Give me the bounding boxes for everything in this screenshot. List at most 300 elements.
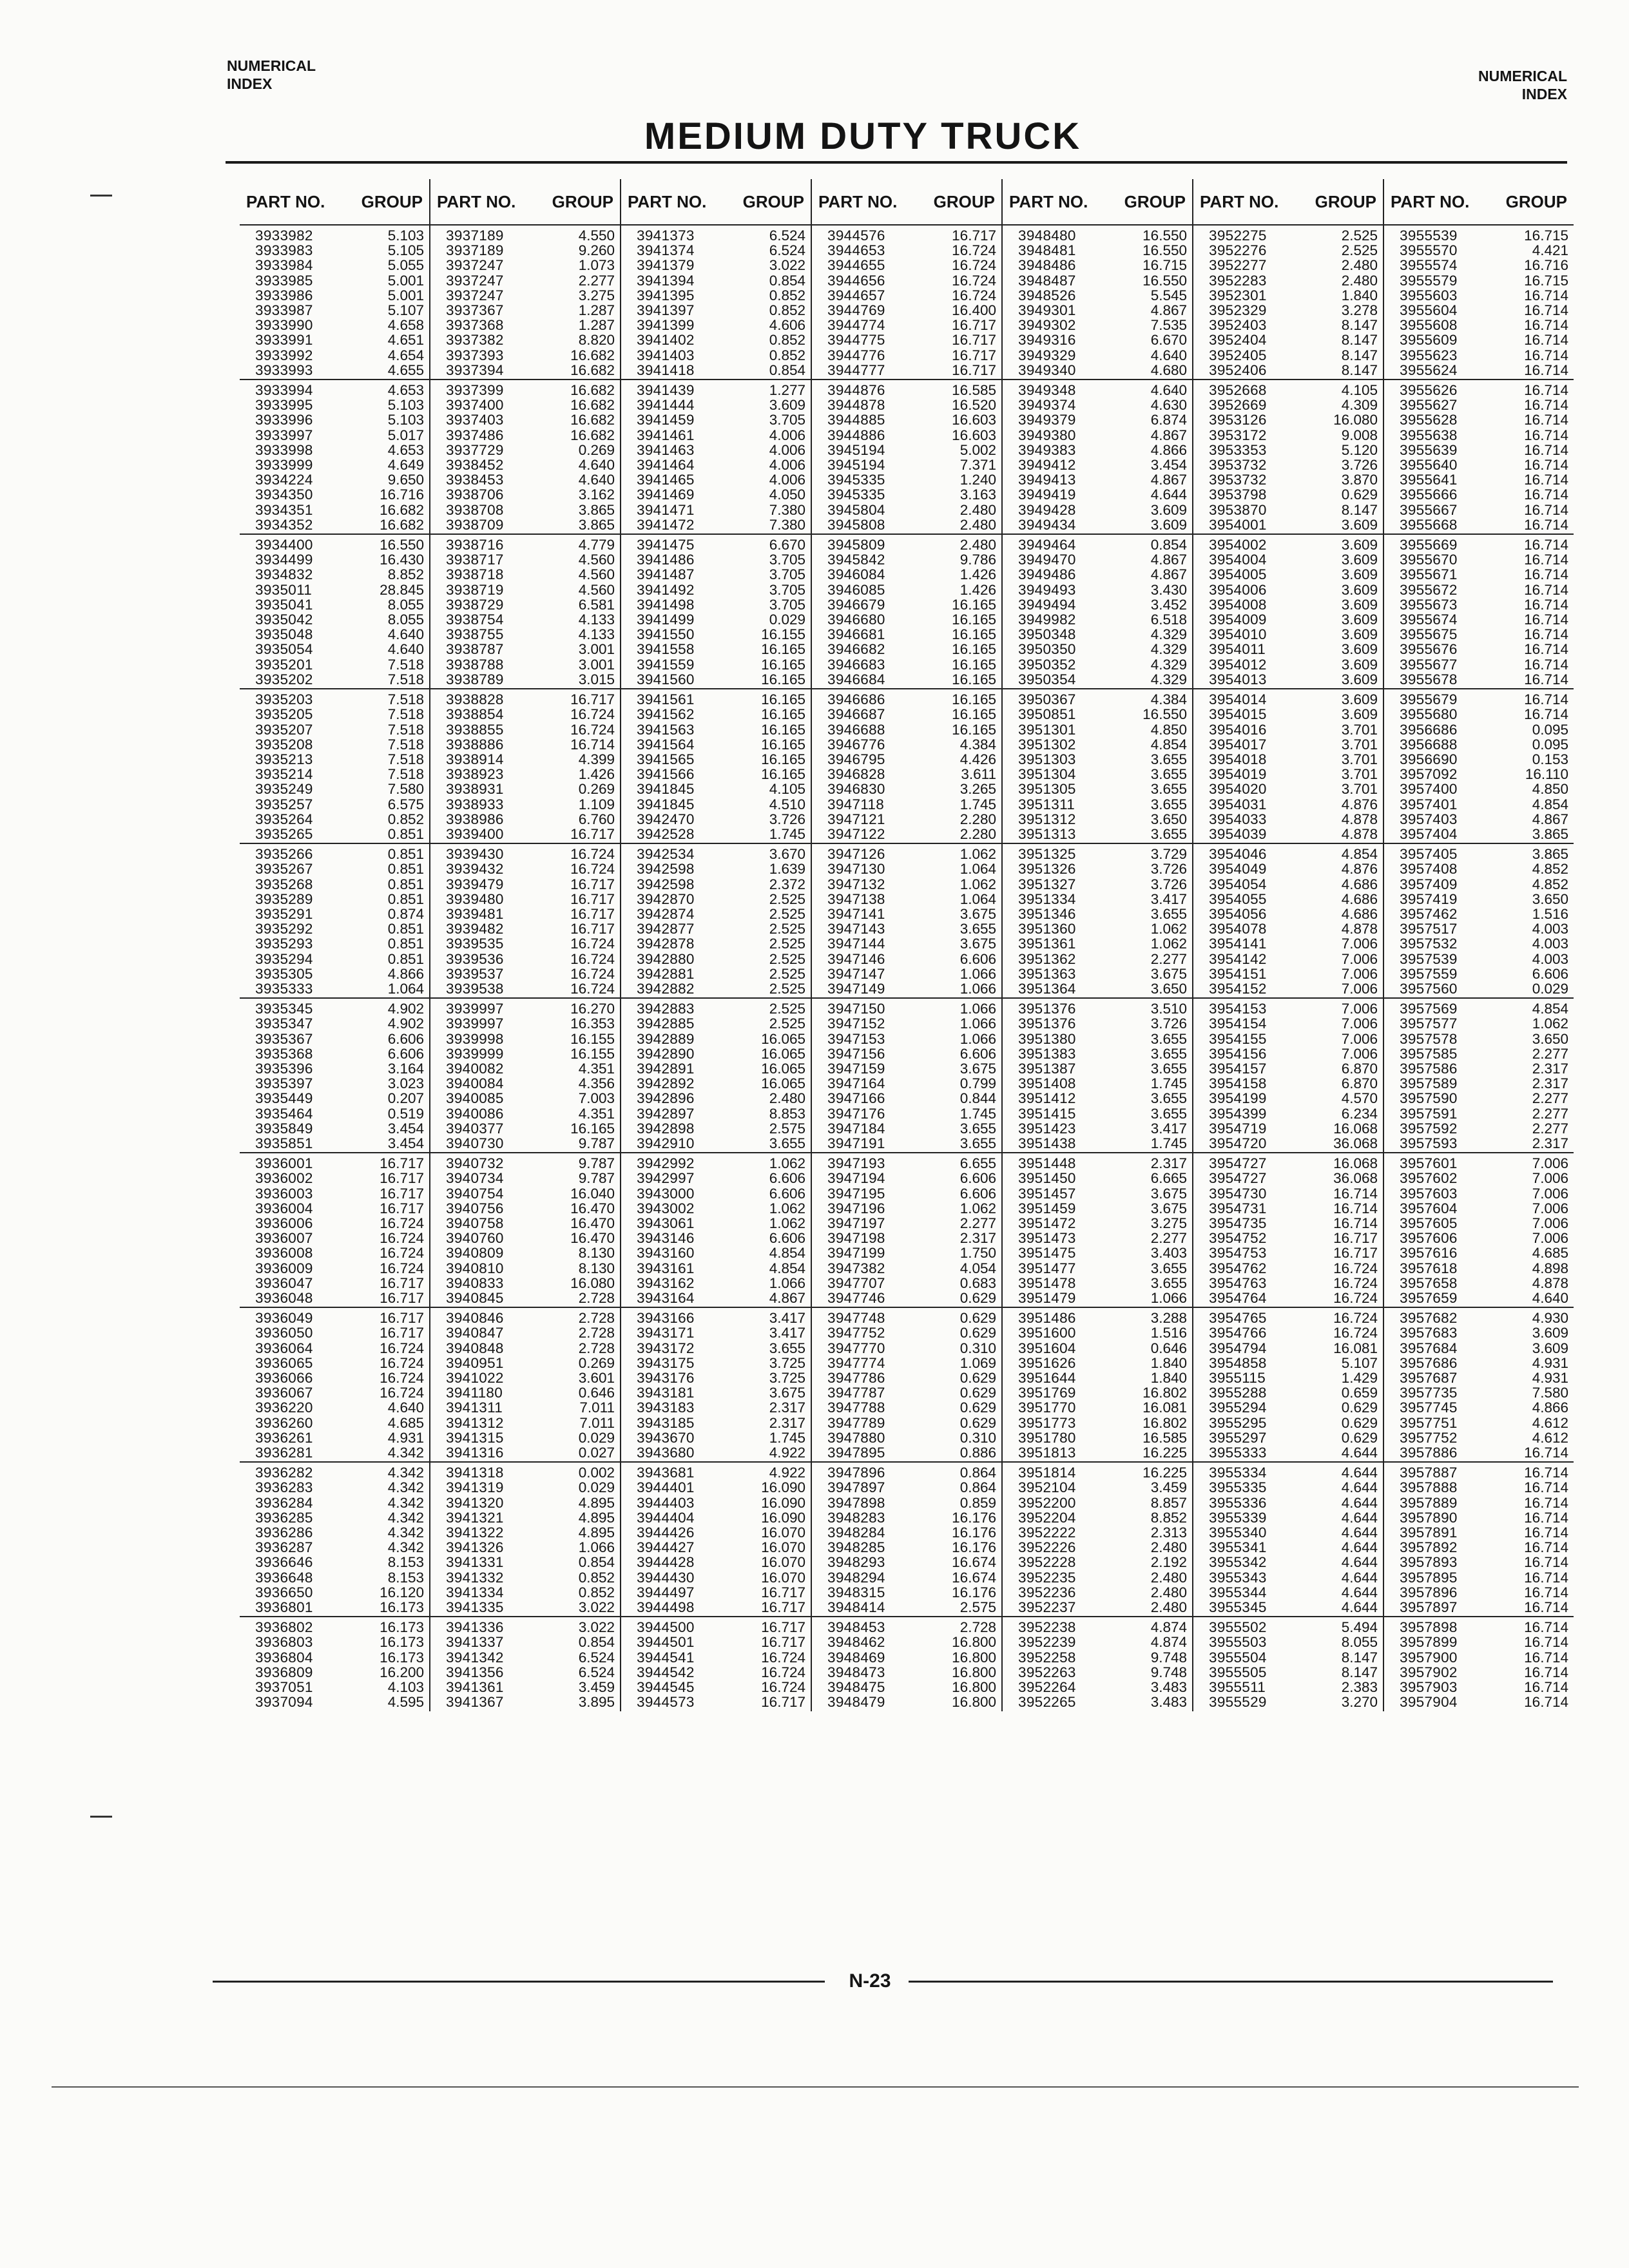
part-number: 3947132: [827, 876, 885, 892]
part-number: 3944656: [827, 272, 885, 289]
table-row: [1193, 1665, 1383, 1680]
part-number: 3938709: [446, 516, 504, 533]
part-number: 3944775: [827, 332, 885, 349]
row-group: [1384, 1152, 1574, 1307]
part-number: 3947382: [827, 1260, 885, 1276]
table-row: [621, 1231, 811, 1245]
table-row: [240, 1156, 429, 1171]
group-number: 0.310: [959, 1340, 996, 1356]
part-number: 3941444: [637, 397, 695, 414]
part-number: 3953126: [1209, 412, 1267, 428]
row-group: [1384, 843, 1574, 997]
table-row: [812, 1231, 1001, 1245]
group-number: 16.714: [1524, 1634, 1568, 1651]
group-number: 0.864: [959, 1479, 996, 1496]
group-number: 2.317: [1532, 1060, 1568, 1077]
part-number: 3952222: [1018, 1524, 1076, 1541]
part-number: 3944404: [637, 1509, 695, 1526]
part-number: 3936802: [255, 1619, 313, 1636]
index-column: [1383, 179, 1574, 1711]
part-number: 3933994: [255, 382, 313, 399]
group-number: 4.342: [387, 1539, 424, 1556]
part-number: 3933992: [255, 347, 313, 363]
group-number: 4.133: [578, 626, 615, 643]
group-number: 6.575: [387, 796, 424, 812]
table-row: [240, 1570, 429, 1585]
part-number: 3947138: [827, 890, 885, 907]
table-row: [430, 907, 620, 921]
table-row: [1003, 597, 1192, 612]
part-number: 3933986: [255, 287, 313, 303]
group-number: 3.655: [1150, 796, 1187, 812]
table-row: [1003, 552, 1192, 567]
part-number: 3942870: [637, 890, 695, 907]
table-row: [430, 552, 620, 567]
part-number: 3954762: [1209, 1260, 1267, 1276]
table-row: [812, 1136, 1001, 1151]
group-number: 0.659: [1341, 1385, 1378, 1401]
part-number: 3954156: [1209, 1045, 1267, 1062]
group-number: 16.714: [1524, 1509, 1568, 1526]
table-row: [812, 1465, 1001, 1480]
part-number: 3948294: [827, 1569, 885, 1586]
part-number: 3955640: [1400, 457, 1458, 474]
row-group: [1003, 1307, 1192, 1461]
part-number: 3952200: [1018, 1494, 1076, 1511]
table-row: [812, 1032, 1001, 1046]
part-number: 3948481: [1018, 242, 1076, 259]
group-number: 1.064: [959, 890, 996, 907]
group-number: 4.329: [1150, 626, 1187, 643]
part-number: 3947787: [827, 1385, 885, 1401]
part-number: 3944657: [827, 287, 885, 303]
part-number: 3940846: [446, 1310, 504, 1327]
group-number: 16.714: [1524, 691, 1568, 708]
table-row: [812, 1555, 1001, 1570]
part-number: 3957532: [1400, 936, 1458, 952]
part-number: 3957092: [1400, 766, 1458, 783]
table-row: [240, 1416, 429, 1430]
group-number: 8.055: [387, 611, 424, 628]
part-number: 3955603: [1400, 287, 1458, 303]
part-number: 3947191: [827, 1135, 885, 1151]
part-number: 3944403: [637, 1494, 695, 1511]
row-group: [430, 1307, 620, 1461]
part-number: 3957658: [1400, 1274, 1458, 1291]
part-number: 3943162: [637, 1274, 695, 1291]
table-row: [1193, 827, 1383, 841]
part-number: 3957900: [1400, 1649, 1458, 1666]
group-number: 16.717: [380, 1155, 424, 1172]
table-row: [621, 936, 811, 951]
table-row: [240, 567, 429, 582]
table-row: [430, 487, 620, 502]
group-number: 16.165: [952, 641, 996, 658]
part-number: 3940758: [446, 1215, 504, 1231]
table-row: [1384, 692, 1574, 707]
part-number: 3942528: [637, 825, 695, 842]
table-row: [621, 597, 811, 612]
group-number: 16.682: [570, 427, 615, 443]
group-number: 16.520: [952, 397, 996, 414]
table-row: [240, 1445, 429, 1460]
part-number: 3949329: [1018, 347, 1076, 363]
table-row: [430, 457, 620, 472]
table-row: [430, 1680, 620, 1695]
table-row: [1193, 487, 1383, 502]
part-number: 3954008: [1209, 596, 1267, 613]
part-number: 3941461: [637, 427, 695, 443]
table-row: [1193, 1650, 1383, 1665]
part-number: 3957569: [1400, 1001, 1458, 1017]
part-number: 3941560: [637, 671, 695, 687]
part-number: 3951327: [1018, 876, 1076, 892]
table-row: [1193, 258, 1383, 273]
group-number: 16.065: [761, 1045, 805, 1062]
table-row: [1193, 1465, 1383, 1480]
group-number: 16.714: [1524, 1445, 1568, 1461]
part-number: 3943002: [637, 1200, 695, 1216]
part-number: 3933990: [255, 317, 313, 334]
group-number: 3.655: [1150, 1274, 1187, 1291]
group-number: 16.165: [761, 736, 805, 753]
table-row: [430, 1600, 620, 1615]
table-row: [621, 797, 811, 812]
group-number: 16.090: [761, 1494, 805, 1511]
part-number: 3947786: [827, 1370, 885, 1387]
table-row: [621, 567, 811, 582]
group-number: 2.317: [1532, 1075, 1568, 1092]
part-number: 3951626: [1018, 1354, 1076, 1371]
table-row: [1384, 303, 1574, 318]
table-row: [1003, 398, 1192, 412]
group-number: 16.714: [1524, 382, 1568, 399]
table-row: [1003, 1156, 1192, 1171]
part-number: 3936009: [255, 1260, 313, 1276]
part-number: 3935205: [255, 706, 313, 723]
group-number: 2.192: [1150, 1554, 1187, 1571]
group-number: 16.724: [1333, 1274, 1378, 1291]
group-number: 3.609: [1150, 501, 1187, 518]
table-row: [1003, 1245, 1192, 1260]
table-row: [1384, 1555, 1574, 1570]
group-number: 16.714: [1524, 1479, 1568, 1496]
part-number: 3954001: [1209, 516, 1267, 533]
part-number: 3936004: [255, 1200, 313, 1216]
group-number: 5.017: [387, 427, 424, 443]
group-number: 0.844: [959, 1090, 996, 1107]
part-number: 3947121: [827, 811, 885, 827]
part-number: 3936049: [255, 1310, 313, 1327]
group-number: 16.715: [1524, 227, 1568, 244]
table-row: [1193, 363, 1383, 378]
part-number: 3941367: [446, 1694, 504, 1711]
group-number: 16.682: [570, 361, 615, 378]
table-row: [430, 1525, 620, 1540]
part-number: 3957403: [1400, 811, 1458, 827]
table-row: [240, 412, 429, 427]
group-number: 2.317: [959, 1230, 996, 1247]
table-row: [621, 1046, 811, 1061]
part-number: 3949302: [1018, 317, 1076, 334]
group-number: 16.714: [1524, 1599, 1568, 1616]
group-number: 2.277: [959, 1215, 996, 1231]
part-number: 3957603: [1400, 1185, 1458, 1202]
part-number: 3957585: [1400, 1045, 1458, 1062]
group-number: 6.655: [959, 1155, 996, 1172]
row-group: [1193, 379, 1383, 533]
part-number: 3935291: [255, 905, 313, 922]
part-number: 3957897: [1400, 1599, 1458, 1616]
group-number: 7.006: [1341, 950, 1378, 967]
table-row: [1193, 1400, 1383, 1415]
part-number: 3947789: [827, 1414, 885, 1431]
table-row: [1193, 1311, 1383, 1325]
part-number: 3947176: [827, 1105, 885, 1122]
table-row: [1384, 1600, 1574, 1615]
part-number: 3951302: [1018, 736, 1076, 753]
group-number: 16.717: [570, 825, 615, 842]
group-number: 0.269: [578, 441, 615, 458]
part-number: 3947159: [827, 1060, 885, 1077]
group-number: 4.686: [1341, 890, 1378, 907]
group-number: 16.724: [570, 965, 615, 982]
table-row: [1384, 1016, 1574, 1031]
group-number: 4.384: [1150, 691, 1187, 708]
part-number: 3941566: [637, 766, 695, 783]
part-number: 3951304: [1018, 766, 1076, 783]
row-group: [812, 533, 1001, 688]
table-row: [240, 228, 429, 243]
table-row: [621, 552, 811, 567]
table-row: [1193, 457, 1383, 472]
group-number: 8.820: [578, 332, 615, 349]
group-number: 4.779: [578, 537, 615, 553]
table-row: [812, 582, 1001, 597]
group-number: 3.650: [1532, 1030, 1568, 1047]
row-group: [1003, 688, 1192, 843]
table-row: [621, 1001, 811, 1016]
part-number: 3941312: [446, 1414, 504, 1431]
group-number: 1.639: [769, 861, 805, 878]
table-row: [430, 1665, 620, 1680]
table-row: [1003, 907, 1192, 921]
table-row: [621, 1635, 811, 1649]
group-number: 4.644: [1341, 1539, 1378, 1556]
table-row: [1384, 1525, 1574, 1540]
part-number: 3947897: [827, 1479, 885, 1496]
part-number: 3935268: [255, 876, 313, 892]
part-number: 3957408: [1400, 861, 1458, 878]
part-number: 3939400: [446, 825, 504, 842]
group-number: 6.524: [769, 227, 805, 244]
part-no-header: PART NO.: [818, 191, 898, 211]
group-number: 6.870: [1341, 1075, 1378, 1092]
table-row: [621, 782, 811, 796]
group-number: 0.851: [387, 921, 424, 937]
group-number: 1.062: [959, 876, 996, 892]
group-number: 6.606: [769, 1185, 805, 1202]
table-row: [812, 597, 1001, 612]
group-number: 16.724: [952, 287, 996, 303]
part-number: 3957404: [1400, 825, 1458, 842]
part-number: 3941180: [446, 1385, 503, 1401]
group-number: 3.650: [1150, 811, 1187, 827]
part-number: 3947143: [827, 921, 885, 937]
group-number: 4.680: [1150, 361, 1187, 378]
group-number: 7.006: [1341, 936, 1378, 952]
group-number: 16.717: [570, 876, 615, 892]
group-number: 7.518: [387, 706, 424, 723]
part-number: 3955675: [1400, 626, 1458, 643]
part-number: 3938986: [446, 811, 504, 827]
part-number: 3954199: [1209, 1090, 1267, 1107]
group-number: 2.372: [769, 876, 805, 892]
table-row: [621, 582, 811, 597]
table-row: [430, 1370, 620, 1385]
part-number: 3953798: [1209, 486, 1267, 503]
part-number: 3942896: [637, 1090, 695, 1107]
group-number: 4.902: [387, 1001, 424, 1017]
group-number: 16.065: [761, 1030, 805, 1047]
group-number: 16.714: [1524, 1649, 1568, 1666]
part-number: 3955333: [1209, 1445, 1267, 1461]
group-number: 3.459: [1150, 1479, 1187, 1496]
part-number: 3944430: [637, 1569, 695, 1586]
table-row: [430, 966, 620, 981]
table-row: [240, 258, 429, 273]
group-number: 6.606: [959, 1170, 996, 1187]
index-column: [1192, 179, 1383, 1711]
group-number: 4.351: [578, 1105, 615, 1122]
table-row: [1193, 383, 1383, 398]
table-row: [621, 1465, 811, 1480]
table-row: [1003, 243, 1192, 258]
table-row: [430, 1650, 620, 1665]
group-number: 4.640: [387, 641, 424, 658]
part-number: 3955503: [1209, 1634, 1267, 1651]
part-number: 3948526: [1018, 287, 1076, 303]
part-number: 3950354: [1018, 671, 1076, 687]
column-header: [1003, 179, 1192, 224]
row-group: [430, 843, 620, 997]
table-row: [812, 1635, 1001, 1649]
table-row: [240, 861, 429, 876]
part-number: 3949316: [1018, 332, 1076, 349]
table-row: [240, 517, 429, 532]
part-number: 3951600: [1018, 1325, 1076, 1341]
table-row: [812, 1201, 1001, 1216]
part-number: 3944401: [637, 1479, 695, 1496]
group-number: 16.724: [380, 1215, 424, 1231]
table-row: [240, 877, 429, 892]
group-number: 0.029: [1532, 980, 1568, 997]
group-number: 16.714: [1524, 1465, 1568, 1481]
group-number: 16.724: [380, 1370, 424, 1387]
part-number: 3941563: [637, 721, 695, 738]
part-number: 3947153: [827, 1030, 885, 1047]
table-row: [240, 1635, 429, 1649]
part-number: 3955295: [1209, 1414, 1267, 1431]
table-row: [1384, 952, 1574, 966]
table-row: [430, 827, 620, 841]
part-number: 3946828: [827, 766, 885, 783]
group-number: 3.609: [1341, 656, 1378, 673]
group-number: 4.421: [1532, 242, 1568, 259]
group-number: 4.854: [1532, 796, 1568, 812]
part-number: 3942881: [637, 965, 695, 982]
part-number: 3950352: [1018, 656, 1076, 673]
group-number: 0.851: [387, 825, 424, 842]
group-number: 9.260: [578, 242, 615, 259]
row-group: [1384, 224, 1574, 379]
part-number: 3952276: [1209, 242, 1267, 259]
table-row: [1193, 1620, 1383, 1635]
table-row: [812, 1276, 1001, 1291]
table-row: [1193, 1635, 1383, 1649]
group-number: 3.726: [1341, 457, 1378, 474]
group-number: 0.029: [769, 611, 805, 628]
part-number: 3941337: [446, 1634, 504, 1651]
table-row: [1193, 1370, 1383, 1385]
group-number: 4.874: [1150, 1619, 1187, 1636]
part-number: 3951387: [1018, 1060, 1076, 1077]
table-row: [812, 1061, 1001, 1076]
part-number: 3941559: [637, 656, 695, 673]
table-row: [430, 1495, 620, 1510]
part-number: 3936282: [255, 1465, 313, 1481]
part-number: 3952204: [1018, 1509, 1076, 1526]
group-number: 16.714: [1333, 1200, 1378, 1216]
group-number: 3.655: [959, 1120, 996, 1137]
group-number: 3.001: [578, 641, 615, 658]
group-number: 4.854: [769, 1260, 805, 1276]
group-number: 16.800: [952, 1634, 996, 1651]
table-row: [621, 892, 811, 907]
group-number: 0.851: [387, 846, 424, 863]
part-number: 3944545: [637, 1679, 695, 1696]
table-row: [1384, 1650, 1574, 1665]
table-row: [621, 1695, 811, 1709]
part-number: 3937394: [446, 361, 504, 378]
group-number: 4.644: [1341, 1554, 1378, 1571]
group-number: 16.717: [952, 227, 996, 244]
group-number: 3.655: [1150, 1260, 1187, 1276]
row-group: [240, 224, 429, 379]
group-number: 16.065: [761, 1075, 805, 1092]
table-row: [1384, 1106, 1574, 1121]
part-number: 3955676: [1400, 641, 1458, 658]
group-number: 2.480: [1150, 1569, 1187, 1586]
group-number: 7.011: [579, 1414, 615, 1431]
group-number: 3.611: [961, 766, 996, 783]
part-number: 3952406: [1209, 361, 1267, 378]
table-row: [621, 907, 811, 921]
part-number: 3952283: [1209, 272, 1267, 289]
group-number: 16.165: [952, 596, 996, 613]
table-row: [430, 1510, 620, 1525]
table-row: [430, 1445, 620, 1460]
part-number: 3935464: [255, 1105, 313, 1122]
part-number: 3942890: [637, 1045, 695, 1062]
part-number: 3943175: [637, 1354, 695, 1371]
part-number: 3941565: [637, 751, 695, 767]
table-row: [812, 517, 1001, 532]
table-row: [1193, 657, 1383, 672]
group-number: 1.066: [959, 1001, 996, 1017]
group-number: 4.003: [1532, 921, 1568, 937]
row-group: [240, 379, 429, 533]
